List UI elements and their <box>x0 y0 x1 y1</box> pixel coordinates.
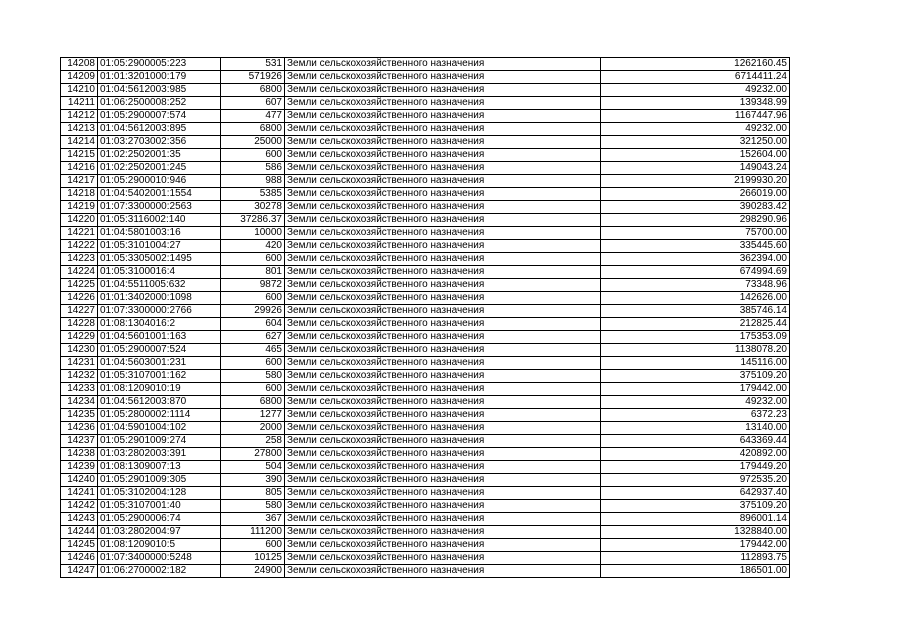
row-number-cell: 14235 <box>61 409 98 422</box>
land-category-cell: Земли сельскохозяйственного назначения <box>285 227 601 240</box>
cadastral-value-cell: 179442.00 <box>601 539 790 552</box>
table-row <box>61 435 790 448</box>
cadastral-value-cell: 674994.69 <box>601 266 790 279</box>
land-category-cell: Земли сельскохозяйственного назначения <box>285 435 601 448</box>
land-category-cell: Земли сельскохозяйственного назначения <box>285 565 601 578</box>
cadastral-number-cell: 01:04:5612003:895 <box>98 123 221 136</box>
cadastral-number-cell: 01:07:3300000:2563 <box>98 201 221 214</box>
cadastral-value-cell: 390283.42 <box>601 201 790 214</box>
cadastral-number-cell: 01:03:2802004:97 <box>98 526 221 539</box>
area-cell: 420 <box>221 240 285 253</box>
land-category-cell: Земли сельскохозяйственного назначения <box>285 331 601 344</box>
row-number-cell: 14231 <box>61 357 98 370</box>
land-category-cell: Земли сельскохозяйственного назначения <box>285 58 601 71</box>
row-number-cell: 14219 <box>61 201 98 214</box>
row-number-cell: 14227 <box>61 305 98 318</box>
area-cell: 627 <box>221 331 285 344</box>
land-category-cell: Земли сельскохозяйственного назначения <box>285 487 601 500</box>
table-row <box>61 461 790 474</box>
land-category-cell: Земли сельскохозяйственного назначения <box>285 292 601 305</box>
row-number-cell: 14234 <box>61 396 98 409</box>
area-cell: 600 <box>221 292 285 305</box>
land-category-cell: Земли сельскохозяйственного назначения <box>285 552 601 565</box>
area-cell: 600 <box>221 383 285 396</box>
row-number-cell: 14247 <box>61 565 98 578</box>
area-cell: 258 <box>221 435 285 448</box>
cadastral-number-cell: 01:01:3402000:1098 <box>98 292 221 305</box>
area-cell: 988 <box>221 175 285 188</box>
cadastral-number-cell: 01:05:3305002:1495 <box>98 253 221 266</box>
table-row <box>61 565 790 578</box>
area-cell: 1277 <box>221 409 285 422</box>
table-row <box>61 409 790 422</box>
area-cell: 600 <box>221 253 285 266</box>
cadastral-value-cell: 2199930.20 <box>601 175 790 188</box>
cadastral-number-cell: 01:05:3100016:4 <box>98 266 221 279</box>
cadastral-number-cell: 01:07:3400000:5248 <box>98 552 221 565</box>
cadastral-number-cell: 01:06:2500008:252 <box>98 97 221 110</box>
cadastral-number-cell: 01:02:2502001:245 <box>98 162 221 175</box>
cadastral-value-cell: 152604.00 <box>601 149 790 162</box>
row-number-cell: 14209 <box>61 71 98 84</box>
cadastral-value-cell: 298290.96 <box>601 214 790 227</box>
row-number-cell: 14239 <box>61 461 98 474</box>
area-cell: 27800 <box>221 448 285 461</box>
cadastral-number-cell: 01:03:2703002:356 <box>98 136 221 149</box>
row-number-cell: 14243 <box>61 513 98 526</box>
land-category-cell: Земли сельскохозяйственного назначения <box>285 422 601 435</box>
table-row <box>61 279 790 292</box>
area-cell: 9872 <box>221 279 285 292</box>
cadastral-number-cell: 01:05:3107001:40 <box>98 500 221 513</box>
cadastral-number-cell: 01:04:5612003:985 <box>98 84 221 97</box>
row-number-cell: 14237 <box>61 435 98 448</box>
area-cell: 586 <box>221 162 285 175</box>
cadastral-number-cell: 01:08:1209010:5 <box>98 539 221 552</box>
table-row <box>61 136 790 149</box>
area-cell: 367 <box>221 513 285 526</box>
row-number-cell: 14223 <box>61 253 98 266</box>
cadastral-value-cell: 179442.00 <box>601 383 790 396</box>
row-number-cell: 14245 <box>61 539 98 552</box>
table-row <box>61 253 790 266</box>
cadastral-value-cell: 1328840.00 <box>601 526 790 539</box>
area-cell: 504 <box>221 461 285 474</box>
area-cell: 600 <box>221 539 285 552</box>
table-row <box>61 370 790 383</box>
row-number-cell: 14213 <box>61 123 98 136</box>
cadastral-value-cell: 212825.44 <box>601 318 790 331</box>
area-cell: 604 <box>221 318 285 331</box>
cadastral-number-cell: 01:05:3102004:128 <box>98 487 221 500</box>
area-cell: 580 <box>221 500 285 513</box>
table-row <box>61 422 790 435</box>
cadastral-value-cell: 1138078.20 <box>601 344 790 357</box>
cadastral-value-cell: 49232.00 <box>601 84 790 97</box>
cadastral-value-cell: 420892.00 <box>601 448 790 461</box>
area-cell: 477 <box>221 110 285 123</box>
table-row <box>61 500 790 513</box>
area-cell: 30278 <box>221 201 285 214</box>
cadastral-number-cell: 01:05:2900006:74 <box>98 513 221 526</box>
cadastral-number-cell: 01:04:5601001:163 <box>98 331 221 344</box>
table-row <box>61 71 790 84</box>
area-cell: 6800 <box>221 396 285 409</box>
row-number-cell: 14238 <box>61 448 98 461</box>
row-number-cell: 14217 <box>61 175 98 188</box>
land-category-cell: Земли сельскохозяйственного назначения <box>285 500 601 513</box>
area-cell: 600 <box>221 149 285 162</box>
row-number-cell: 14212 <box>61 110 98 123</box>
row-number-cell: 14244 <box>61 526 98 539</box>
table-row <box>61 344 790 357</box>
table-row <box>61 188 790 201</box>
cadastral-number-cell: 01:04:5402001:1554 <box>98 188 221 201</box>
row-number-cell: 14225 <box>61 279 98 292</box>
land-category-cell: Земли сельскохозяйственного назначения <box>285 136 601 149</box>
land-category-cell: Земли сельскохозяйственного назначения <box>285 175 601 188</box>
table-row <box>61 448 790 461</box>
row-number-cell: 14222 <box>61 240 98 253</box>
cadastral-number-cell: 01:04:5511005:632 <box>98 279 221 292</box>
cadastral-value-cell: 321250.00 <box>601 136 790 149</box>
cadastral-number-cell: 01:05:2901009:305 <box>98 474 221 487</box>
cadastral-value-cell: 643369.44 <box>601 435 790 448</box>
cadastral-number-cell: 01:03:2802003:391 <box>98 448 221 461</box>
land-category-cell: Земли сельскохозяйственного назначения <box>285 84 601 97</box>
table-row <box>61 110 790 123</box>
cadastral-value-cell: 375109.20 <box>601 370 790 383</box>
table-row <box>61 97 790 110</box>
area-cell: 2000 <box>221 422 285 435</box>
table-row <box>61 474 790 487</box>
cadastral-value-cell: 13140.00 <box>601 422 790 435</box>
table-row <box>61 240 790 253</box>
land-category-cell: Земли сельскохозяйственного назначения <box>285 149 601 162</box>
land-category-cell: Земли сельскохозяйственного назначения <box>285 305 601 318</box>
area-cell: 607 <box>221 97 285 110</box>
cadastral-number-cell: 01:05:2900007:524 <box>98 344 221 357</box>
land-category-cell: Земли сельскохозяйственного назначения <box>285 357 601 370</box>
cadastral-value-cell: 972535.20 <box>601 474 790 487</box>
land-category-cell: Земли сельскохозяйственного назначения <box>285 344 601 357</box>
table-row <box>61 526 790 539</box>
area-cell: 465 <box>221 344 285 357</box>
cadastral-value-cell: 175353.09 <box>601 331 790 344</box>
row-number-cell: 14211 <box>61 97 98 110</box>
cadastral-number-cell: 01:07:3300000:2766 <box>98 305 221 318</box>
area-cell: 37286.37 <box>221 214 285 227</box>
cadastral-value-cell: 1262160.45 <box>601 58 790 71</box>
area-cell: 390 <box>221 474 285 487</box>
table-row <box>61 513 790 526</box>
cadastral-number-cell: 01:04:5603001:231 <box>98 357 221 370</box>
row-number-cell: 14241 <box>61 487 98 500</box>
cadastral-number-cell: 01:02:2502001:35 <box>98 149 221 162</box>
area-cell: 801 <box>221 266 285 279</box>
row-number-cell: 14210 <box>61 84 98 97</box>
area-cell: 25000 <box>221 136 285 149</box>
land-category-cell: Земли сельскохозяйственного назначения <box>285 110 601 123</box>
table-row <box>61 552 790 565</box>
table-row <box>61 175 790 188</box>
land-category-cell: Земли сельскохозяйственного назначения <box>285 123 601 136</box>
cadastral-number-cell: 01:05:3107001:162 <box>98 370 221 383</box>
row-number-cell: 14232 <box>61 370 98 383</box>
land-category-cell: Земли сельскохозяйственного назначения <box>285 253 601 266</box>
land-category-cell: Земли сельскохозяйственного назначения <box>285 526 601 539</box>
cadastral-value-cell: 266019.00 <box>601 188 790 201</box>
cadastral-value-cell: 49232.00 <box>601 123 790 136</box>
row-number-cell: 14224 <box>61 266 98 279</box>
area-cell: 6800 <box>221 123 285 136</box>
row-number-cell: 14246 <box>61 552 98 565</box>
row-number-cell: 14236 <box>61 422 98 435</box>
area-cell: 571926 <box>221 71 285 84</box>
land-category-cell: Земли сельскохозяйственного назначения <box>285 539 601 552</box>
cadastral-value-cell: 335445.60 <box>601 240 790 253</box>
area-cell: 600 <box>221 357 285 370</box>
land-category-cell: Земли сельскохозяйственного назначения <box>285 71 601 84</box>
cadastral-number-cell: 01:01:3201000:179 <box>98 71 221 84</box>
cadastral-value-cell: 73348.96 <box>601 279 790 292</box>
table-row <box>61 292 790 305</box>
table-row <box>61 331 790 344</box>
area-cell: 10125 <box>221 552 285 565</box>
row-number-cell: 14228 <box>61 318 98 331</box>
cadastral-value-cell: 142626.00 <box>601 292 790 305</box>
row-number-cell: 14215 <box>61 149 98 162</box>
row-number-cell: 14218 <box>61 188 98 201</box>
cadastral-number-cell: 01:08:1309007:13 <box>98 461 221 474</box>
area-cell: 6800 <box>221 84 285 97</box>
land-category-cell: Земли сельскохозяйственного назначения <box>285 279 601 292</box>
cadastral-number-cell: 01:04:5612003:870 <box>98 396 221 409</box>
cadastral-number-cell: 01:06:2700002:182 <box>98 565 221 578</box>
table-row <box>61 396 790 409</box>
cadastral-value-cell: 145116.00 <box>601 357 790 370</box>
cadastral-value-cell: 112893.75 <box>601 552 790 565</box>
table-row <box>61 227 790 240</box>
cadastral-value-cell: 362394.00 <box>601 253 790 266</box>
table-row <box>61 162 790 175</box>
cadastral-value-cell: 49232.00 <box>601 396 790 409</box>
row-number-cell: 14216 <box>61 162 98 175</box>
cadastral-number-cell: 01:05:2900007:574 <box>98 110 221 123</box>
cadastral-value-cell: 6372.23 <box>601 409 790 422</box>
cadastral-value-cell: 375109.20 <box>601 500 790 513</box>
row-number-cell: 14242 <box>61 500 98 513</box>
row-number-cell: 14214 <box>61 136 98 149</box>
land-category-cell: Земли сельскохозяйственного назначения <box>285 162 601 175</box>
table-body <box>61 58 790 578</box>
table-row <box>61 123 790 136</box>
cadastral-value-cell: 179449.20 <box>601 461 790 474</box>
area-cell: 29926 <box>221 305 285 318</box>
table-row <box>61 539 790 552</box>
table-row <box>61 318 790 331</box>
table-row <box>61 58 790 71</box>
row-number-cell: 14208 <box>61 58 98 71</box>
land-category-cell: Земли сельскохозяйственного назначения <box>285 461 601 474</box>
cadastral-value-cell: 149043.24 <box>601 162 790 175</box>
cadastral-value-cell: 186501.00 <box>601 565 790 578</box>
cadastral-number-cell: 01:05:2900010:946 <box>98 175 221 188</box>
cadastral-value-cell: 896001.14 <box>601 513 790 526</box>
cadastral-number-cell: 01:08:1209010:19 <box>98 383 221 396</box>
row-number-cell: 14226 <box>61 292 98 305</box>
area-cell: 24900 <box>221 565 285 578</box>
land-category-cell: Земли сельскохозяйственного назначения <box>285 370 601 383</box>
area-cell: 5385 <box>221 188 285 201</box>
land-category-cell: Земли сельскохозяйственного назначения <box>285 409 601 422</box>
cadastral-value-cell: 6714411.24 <box>601 71 790 84</box>
cadastral-value-cell: 139348.99 <box>601 97 790 110</box>
table-row <box>61 357 790 370</box>
land-category-cell: Земли сельскохозяйственного назначения <box>285 240 601 253</box>
cadastral-number-cell: 01:05:3116002:140 <box>98 214 221 227</box>
table-row <box>61 149 790 162</box>
cadastral-number-cell: 01:05:3101004:27 <box>98 240 221 253</box>
land-category-cell: Земли сельскохозяйственного назначения <box>285 214 601 227</box>
table-row <box>61 214 790 227</box>
cadastral-number-cell: 01:05:2800002:1114 <box>98 409 221 422</box>
table-row <box>61 201 790 214</box>
row-number-cell: 14230 <box>61 344 98 357</box>
area-cell: 111200 <box>221 526 285 539</box>
area-cell: 10000 <box>221 227 285 240</box>
cadastral-number-cell: 01:04:5901004:102 <box>98 422 221 435</box>
land-category-cell: Земли сельскохозяйственного назначения <box>285 188 601 201</box>
land-category-cell: Земли сельскохозяйственного назначения <box>285 513 601 526</box>
area-cell: 805 <box>221 487 285 500</box>
cadastral-value-cell: 75700.00 <box>601 227 790 240</box>
row-number-cell: 14240 <box>61 474 98 487</box>
table-row <box>61 383 790 396</box>
cadastral-number-cell: 01:05:2900005:223 <box>98 58 221 71</box>
land-category-cell: Земли сельскохозяйственного назначения <box>285 448 601 461</box>
land-category-cell: Земли сельскохозяйственного назначения <box>285 266 601 279</box>
cadastral-value-cell: 385746.14 <box>601 305 790 318</box>
cadastral-number-cell: 01:04:5801003:16 <box>98 227 221 240</box>
land-category-cell: Земли сельскохозяйственного назначения <box>285 396 601 409</box>
land-category-cell: Земли сельскохозяйственного назначения <box>285 318 601 331</box>
cadastral-value-cell: 1167447.96 <box>601 110 790 123</box>
cadastral-number-cell: 01:05:2901009:274 <box>98 435 221 448</box>
row-number-cell: 14229 <box>61 331 98 344</box>
row-number-cell: 14233 <box>61 383 98 396</box>
table-row <box>61 487 790 500</box>
row-number-cell: 14221 <box>61 227 98 240</box>
land-category-cell: Земли сельскохозяйственного назначения <box>285 97 601 110</box>
land-category-cell: Земли сельскохозяйственного назначения <box>285 383 601 396</box>
land-parcel-table <box>60 57 790 578</box>
land-category-cell: Земли сельскохозяйственного назначения <box>285 201 601 214</box>
area-cell: 580 <box>221 370 285 383</box>
row-number-cell: 14220 <box>61 214 98 227</box>
area-cell: 531 <box>221 58 285 71</box>
table-row <box>61 84 790 97</box>
land-category-cell: Земли сельскохозяйственного назначения <box>285 474 601 487</box>
cadastral-number-cell: 01:08:1304016:2 <box>98 318 221 331</box>
table-row <box>61 266 790 279</box>
table-row <box>61 305 790 318</box>
cadastral-value-cell: 642937.40 <box>601 487 790 500</box>
